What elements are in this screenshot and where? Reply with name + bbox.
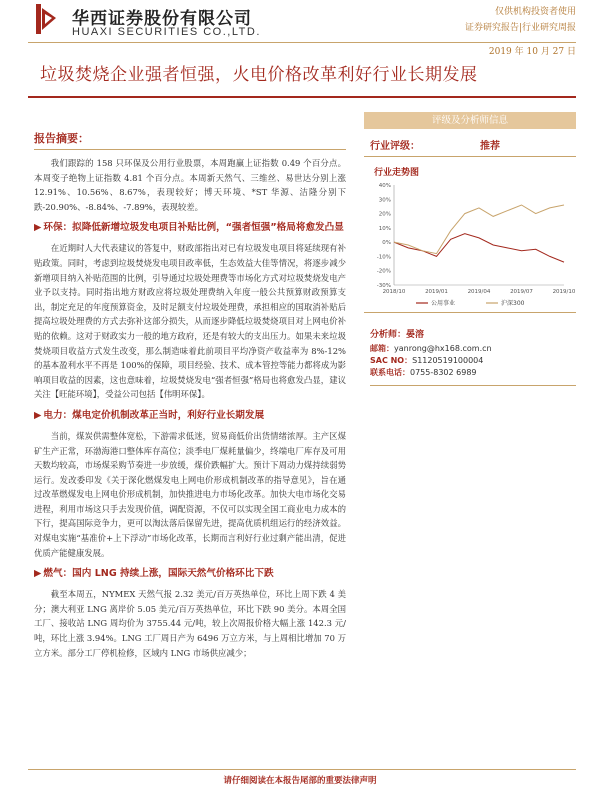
para-intro: 我们跟踪的 158 只环保及公用行业股票，本周跑赢上证指数 0.49 个百分点。本周变子绝物上证指数 4.81 个百分点。本周新天然气、三维丝、易世达分别上涨 12.91%、10.56%、8.67%，表现较好；博天环境、*ST 华源、洁隆分别下跌-20.90%、-8.84%、-7.89%，表现较差。: [34, 158, 346, 212]
company-name-en: HUAXI SECURITIES CO.,LTD.: [72, 26, 261, 38]
email-label: 邮箱：: [370, 344, 394, 353]
bullet-text-env: 环保：拟降低新增垃圾发电项目补贴比例，“强者恒强”格局将愈发凸显: [43, 222, 344, 234]
y-tick-label: -20%: [376, 268, 391, 275]
bullet-text-power: 电力：煤电定价机制改革正当时，利好行业长期发展: [43, 409, 265, 421]
para-env: 在近期时人大代表建议的答复中，财政部指出对已有垃圾发电项目将延续现有补贴政策。同时，考虑到垃圾焚烧发电项目政率低，生态效益大佳等情况，将逐步减少新增项目纳入补贴范围的比例，引导通过垃圾处理费等市场化方式对垃圾焚烧发电产业予以支持。同时指出地方财政应将垃圾处理费纳入年度一般公共预算财政预算支出，制定充足的年度预算资金，及时足额支付垃圾处理费，承担相应的国取消补贴后提高垃圾处理费的方式去弥补这部分损失，从而逐步降低垃圾焚烧项目对上网电价补贴的依赖。这对于财政实力一般的地方政府，还是有较大的支出压力。如果未来垃圾焚烧项目收益方式发生改变，那么制造味着此前项目平均净资产收益率为 8%-12%的基本盈利水平不再是 100%的保障，项目经验、技术、成本管控等能力都将成为影响项目收益的因素，这也意味着，垃圾焚烧发电“强者恒强”格局也将愈发凸显，建议关注【旺能环境】，受益公司包括【伟明环保】。: [34, 243, 346, 400]
chart-title: 行业走势图: [374, 168, 420, 178]
legal-footer: 请仔细阅读在本报告尾部的重要法律声明: [223, 776, 377, 786]
bullet-text-gas: 燃气：国内 LNG 持续上涨，国际天然气价格环比下跌: [43, 568, 274, 580]
y-tick-label: 20%: [378, 211, 391, 218]
rating-label: 行业评级：: [370, 141, 420, 152]
rating-value: 推荐: [480, 141, 500, 152]
triangle-bullet-icon: ▶: [34, 222, 42, 234]
analyst-name: 晏溶: [406, 330, 425, 340]
y-tick-label: 10%: [378, 225, 391, 232]
sidebar-header: 评级及分析师信息: [364, 112, 576, 129]
analyst-info: [364, 329, 576, 386]
phone-label: 联系电话：: [370, 368, 410, 377]
x-tick-label: 2018/10: [382, 289, 406, 295]
phone-row: [370, 367, 576, 379]
phone-value: 0755-8302 6989: [410, 368, 477, 377]
page-title: 垃圾焚烧企业强者恒强，火电价格改革利好行业长期发展: [40, 65, 478, 85]
legend-label: 公用事业: [431, 300, 456, 307]
series-line-0: [394, 234, 564, 263]
x-tick-label: 2019/01: [425, 289, 448, 295]
sac-value: S1120519100004: [412, 356, 484, 365]
sac-label: SAC NO：: [370, 356, 413, 365]
header-meta: [465, 4, 576, 36]
email-row: [370, 343, 576, 355]
x-tick-label: 2019/10: [552, 289, 576, 295]
header-divider: [28, 42, 576, 43]
triangle-bullet-icon: ▶: [34, 568, 42, 580]
trend-chart: [364, 157, 576, 313]
title-divider: [28, 96, 576, 98]
y-tick-label: 0%: [382, 240, 391, 247]
y-tick-label: 40%: [378, 183, 391, 189]
legend-label: 沪深300: [501, 300, 525, 307]
y-tick-label: 30%: [378, 197, 391, 204]
bullet-heading-power: [34, 408, 346, 423]
sidebar: [364, 112, 576, 386]
analyst-row: [370, 329, 576, 341]
report-header: [28, 4, 576, 46]
series-line-1: [394, 205, 564, 254]
bullet-heading-gas: [34, 566, 346, 581]
sac-row: [370, 355, 576, 367]
header-category: 证券研究报告|行业研究周报: [464, 23, 576, 33]
analyst-label: 分析师：: [370, 330, 407, 340]
email-value[interactable]: yanrong@hx168.com.cn: [394, 344, 492, 353]
header-notice: 仅供机构投资者使用: [494, 7, 576, 17]
y-tick-label: -30%: [376, 283, 391, 289]
company-name-cn: 华西证券股份有限公司: [72, 9, 252, 29]
footer-divider: [28, 769, 576, 770]
summary-divider: [34, 149, 346, 150]
x-tick-label: 2019/07: [510, 289, 533, 295]
analyst-divider: [370, 385, 576, 386]
report-date: 2019 年 10 月 27 日: [488, 47, 576, 57]
para-gas: 截至本周五，NYMEX 天然气报 2.32 美元/百万英热单位，环比上周下跌 4 美分；澳大利亚 LNG 离岸价 5.05 美元/百万英热单位，环比下跌 90 美分。本周全国工厂、接收站 LNG 周均价为 3755.44 元/吨，较上次周报价格大幅上涨 142.3 元/吨，环比上涨 3.94%。LNG 工厂周日产为 6496 万立方米，与上周相比增加 70 万立方米。部分工厂停机检修，区域内 LNG 市场供应减少；: [34, 589, 346, 658]
para-power: 当前，煤炭供需整体宽松，下游需求低迷，贸易商低价出货情绪浓厚。主产区煤矿生产正常，环渤海港口整体库存高位；淡季电厂煤耗量偏少，终端电厂库存及可用天数均较高，市场煤采购节奏进一步放缓，煤价跌幅扩大。预计下周动力煤持续弱势运行。发改委印发《关于深化燃煤发电上网电价形成机制改革的指导意见》，旨在通过改革燃煤发电上网电价形成机制，加快推进电力市场化改革。加快大电市场化交易进程，利用市场这只手去发现价值，调配资源，不仅可以实现全国工商业电力成本的下行，提高国际竞争力，更可以淘汰落后保留先进，提高优质机组运行的经济效益。对煤电实施“基准价+上下浮动”市场化改革，长期而言利好行业过剩产能出清，促进优质产能健康发展。: [34, 430, 346, 558]
report-body: [34, 130, 346, 660]
bullet-heading-env: [34, 220, 346, 235]
summary-label: 报告摘要：: [34, 132, 89, 145]
x-tick-label: 2019/04: [467, 289, 491, 295]
y-tick-label: -10%: [376, 254, 391, 261]
triangle-bullet-icon: ▶: [34, 409, 42, 421]
industry-rating: [364, 129, 576, 157]
trend-chart-svg: [364, 157, 576, 313]
huaxi-logo-icon: [34, 4, 58, 34]
